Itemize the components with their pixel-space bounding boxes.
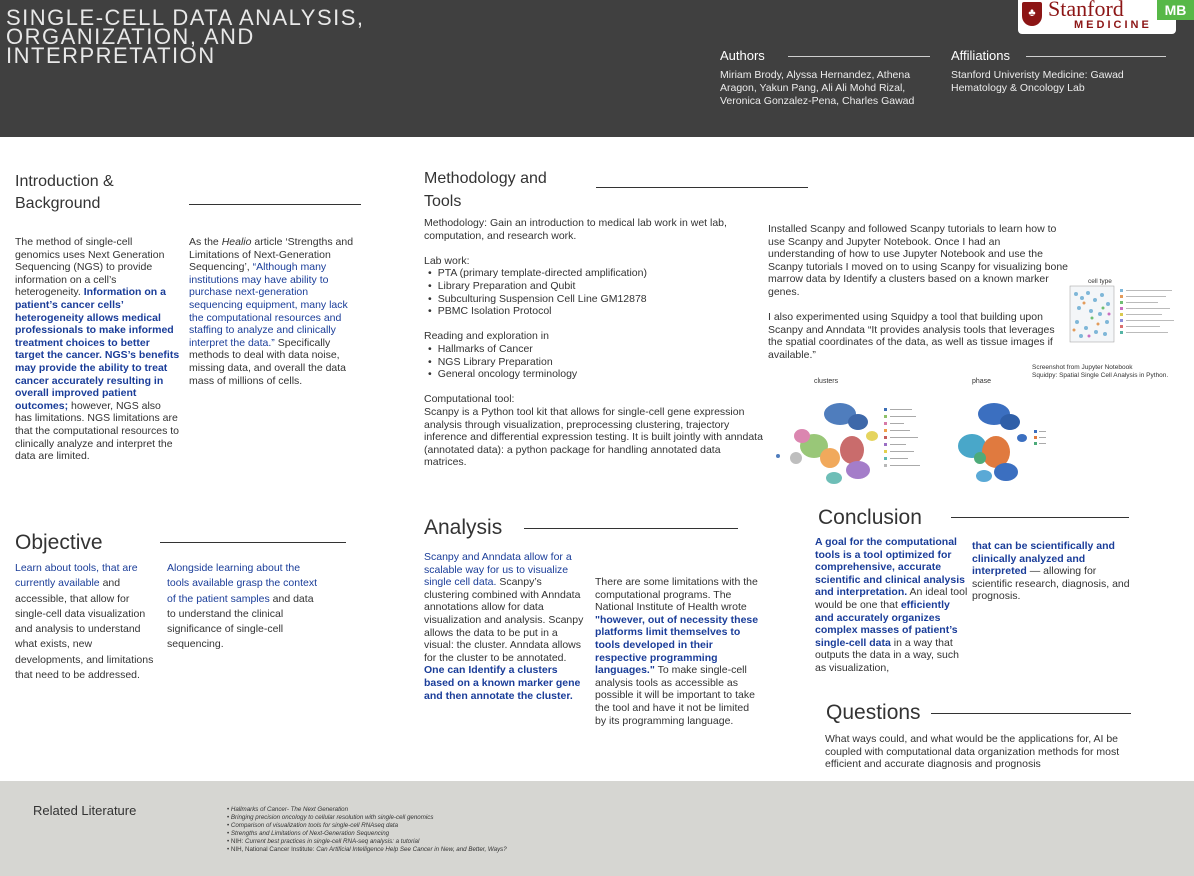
- objective-col2: [167, 561, 322, 653]
- objective-rule: [160, 542, 346, 543]
- clusters-umap: [772, 388, 942, 498]
- intro-col1: [15, 236, 180, 463]
- user-badge[interactable]: MB: [1157, 0, 1194, 20]
- intro-col2-quote: “Although many institutions may have ability to purchase next-generation sequencing equipment, many lack the computational resources and staffing to analyze and clinically interpret the data.”: [189, 261, 348, 349]
- intro-col2-text3: Specifically methods to deal with data noise, missing data, and overall the data mass of millions of cells.: [189, 336, 347, 387]
- objective-heading: Objective: [15, 531, 103, 554]
- analysis-col2-text1: There are some limitations with the computational programs. The National Institute of Health wrote: [595, 576, 758, 614]
- lab-work-label: Lab work:: [424, 254, 470, 267]
- literature-heading: Related Literature: [33, 803, 137, 818]
- intro-col2-italic: Healio: [221, 236, 252, 248]
- conclusion-col2-text: — allowing for scientific research, diagnosis, and prognosis.: [972, 565, 1130, 603]
- list-item: • Subculturing Suspension Cell Line GM12878: [424, 293, 764, 306]
- figure-caption-line1: Screenshot from Jupyter Notebook: [1032, 364, 1133, 371]
- intro-col2-text1: As the: [189, 236, 219, 248]
- conclusion-col1-text2: in a way that outputs the data in a way, such as visualization,: [815, 636, 959, 674]
- methodology-right-text2: I also experimented using Squidpy a tool that building upon Scanpy and Anndata “It provides analysis tools that leverages the spatial coordinates of the data, as well as tissue images if available.”: [768, 311, 1055, 361]
- analysis-col1: [424, 551, 588, 702]
- objective-col1: [15, 561, 163, 683]
- cell-type-figure-title: cell type: [1088, 278, 1112, 285]
- methodology-intro: Methodology: Gain an introduction to medical lab work in wet lab, computation, and research work.: [424, 217, 727, 242]
- computational-text: Scanpy is a Python tool kit that allows for single-cell gene expression analysis through visualization, preprocessing clustering, trajectory inference and differential expression testing. It is built jointly with anndata (annotated data): a python package for handling annotated data matrices.: [424, 405, 763, 469]
- stanford-shield-icon: ♣: [1022, 2, 1042, 26]
- authors-divider: [788, 56, 930, 57]
- reading-label: Reading and exploration in: [424, 330, 549, 343]
- intro-col1-text1: The method of single-cell genomics uses Next Generation Sequencing (NGS) to provide information on a cell’s heterogeneity.: [15, 236, 165, 299]
- figure-caption-line2: Squidpy: Spatial Single Cell Analysis in Python.: [1032, 372, 1169, 379]
- analysis-col1-highlight1: Scanpy and Anndata allow for a scalable way for us to visualize single cell data.: [424, 551, 572, 589]
- phase-figure: [950, 378, 1060, 498]
- literature-item[interactable]: • Comparison of visualization tools for single-cell RNAseq data: [227, 822, 507, 830]
- objective-col1-text: and accessible, that allow for single-cell data visualization and analysis to understand what exists, new developments, and limitations that need to be addressed.: [15, 577, 154, 682]
- literature-item[interactable]: • Bringing precision oncology to cellular resolution with single-cell genomics: [227, 814, 507, 822]
- methodology-heading-line2: Tools: [424, 193, 462, 210]
- objective-col1-highlight: Learn about tools, that are currently available: [15, 562, 138, 590]
- methodology-rule: [596, 187, 808, 188]
- affiliations-label: Affiliations: [951, 48, 1011, 63]
- list-item: • NGS Library Preparation: [424, 356, 764, 369]
- affiliations-text: Stanford Univeristy Medicine: Gawad Hematology & Oncology Lab: [951, 69, 1124, 94]
- authors-list: Miriam Brody, Alyssa Hernandez, Athena Aragon, Yakun Pang, Ali Ali Mohd Rizal, Veronica Gonzalez-Pena, Charles Gawad: [720, 69, 915, 107]
- objective-col2-text: and data to understand the clinical significance of single-cell sequencing.: [167, 592, 314, 651]
- stanford-logo-sub: MEDICINE: [1074, 19, 1152, 31]
- conclusion-col2: [972, 540, 1132, 603]
- phase-figure-title: phase: [972, 378, 992, 385]
- analysis-col2-text2: To make single-cell analysis tools as accessible as possible it will be important to take the tool and have it not be limited by its programming language.: [595, 664, 755, 727]
- conclusion-col1-highlight2: efficiently and accurately organizes complex masses of patient’s single-cell data: [815, 598, 958, 649]
- conclusion-col1: [815, 536, 968, 675]
- conclusion-col2-highlight: that can be scientifically and clinically analyzed and interpreted: [972, 540, 1115, 578]
- intro-col1-text2: however, NGS also has limitations. NGS limitations are that the computational resources to clinically analyze and interpret the data are limited.: [15, 399, 180, 463]
- analysis-col2: [595, 576, 763, 727]
- intro-rule: [189, 204, 361, 205]
- questions-heading: Questions: [826, 701, 921, 724]
- literature-item[interactable]: • NIH, National Cancer Institute: Can Artificial Intelligence Help See Cancer in New, and Better, Ways?: [227, 846, 507, 854]
- literature-list: [227, 806, 507, 854]
- phase-umap: [950, 388, 1060, 498]
- literature-item[interactable]: • NIH: Current best practices in single-cell RNA-seq analysis: a tutorial: [227, 838, 507, 846]
- clusters-figure-title: clusters: [814, 378, 839, 385]
- cell-type-plot: [1062, 284, 1192, 362]
- conclusion-col1-text1: An ideal tool would be one that: [815, 586, 968, 611]
- authors-label: Authors: [720, 48, 765, 63]
- stanford-logo-word: Stanford: [1048, 0, 1124, 21]
- affiliations-divider: [1026, 56, 1166, 57]
- literature-footer: [0, 781, 1194, 876]
- poster-title: SINGLE-CELL DATA ANALYSIS, ORGANIZATION, AND INTERPRETATION: [6, 5, 365, 68]
- analysis-col1-text: Scanpy’s clustering combined with Anndata annotations allow for data visualization and analysis. Scanpy allows the data to be put in a visual: the cluster. Anndata allows for the cluster to be annotated.: [424, 576, 584, 664]
- intro-col2-text2: article ‘Strengths and Limitations of Next-Generation Sequencing’,: [189, 236, 354, 274]
- methodology-heading-line1: Methodology and: [424, 170, 547, 187]
- list-item: • Hallmarks of Cancer: [424, 343, 764, 356]
- cell-type-figure: [1062, 278, 1192, 358]
- analysis-rule: [524, 528, 738, 529]
- analysis-col1-highlight2: One can Identify a clusters based on a known marker gene and then annotate the cluster.: [424, 664, 581, 702]
- questions-text: What ways could, and what would be the applications for, AI be coupled with computational data organization methods for most efficient and accurate diagnosis and prognosis: [825, 733, 1120, 771]
- intro-col1-highlight: Information on a patient’s cancer cells’ heterogeneity allows medical professionals to make informed treatment choices to better target the cancer. NGS’s benefits may provide the ability to treat cancer accurately resulting in overall improved patient outcomes;: [15, 286, 180, 412]
- list-item: • General oncology terminology: [424, 368, 764, 381]
- methodology-right-text1: Installed Scanpy and followed Scanpy tutorials to learn how to use Scanpy and Jupyter Notebook. Once I had an understanding of how to use Jupyter Notebook and use the Scanpy tutorials I moved on to using Scanpy for visualizing bone marrow data by Identify a clusters based on a known marker genes.: [768, 223, 1069, 298]
- conclusion-heading: Conclusion: [818, 506, 922, 529]
- list-item: • PTA (primary template-directed amplification): [424, 267, 764, 280]
- intro-heading: Introduction & Background: [15, 173, 114, 212]
- questions-rule: [931, 713, 1131, 714]
- conclusion-col1-highlight1: A goal for the computational tools is a tool optimized for comprehensive, accurate scientific and clinical analysis and interpretation.: [815, 536, 965, 599]
- lab-work-list: [424, 267, 764, 317]
- literature-item[interactable]: • Hallmarks of Cancer- The Next Generation: [227, 806, 507, 814]
- intro-col2: [189, 236, 364, 387]
- analysis-heading: Analysis: [424, 516, 503, 539]
- methodology-col2: [768, 223, 1068, 362]
- methodology-col1: [424, 217, 764, 469]
- clusters-figure: [772, 378, 942, 498]
- objective-col2-highlight: Alongside learning about the tools available grasp the context of the patient samples: [167, 562, 318, 605]
- analysis-col2-quote: "however, out of necessity these platforms limit themselves to tools developed in their respective programming languages.": [595, 613, 759, 677]
- conclusion-rule: [951, 517, 1129, 518]
- literature-item[interactable]: • Strengths and Limitations of Next-Generation Sequencing: [227, 830, 507, 838]
- computational-label: Computational tool:: [424, 393, 515, 406]
- reading-list: [424, 343, 764, 381]
- list-item: • PBMC Isolation Protocol: [424, 305, 764, 318]
- list-item: • Library Preparation and Qubit: [424, 280, 764, 293]
